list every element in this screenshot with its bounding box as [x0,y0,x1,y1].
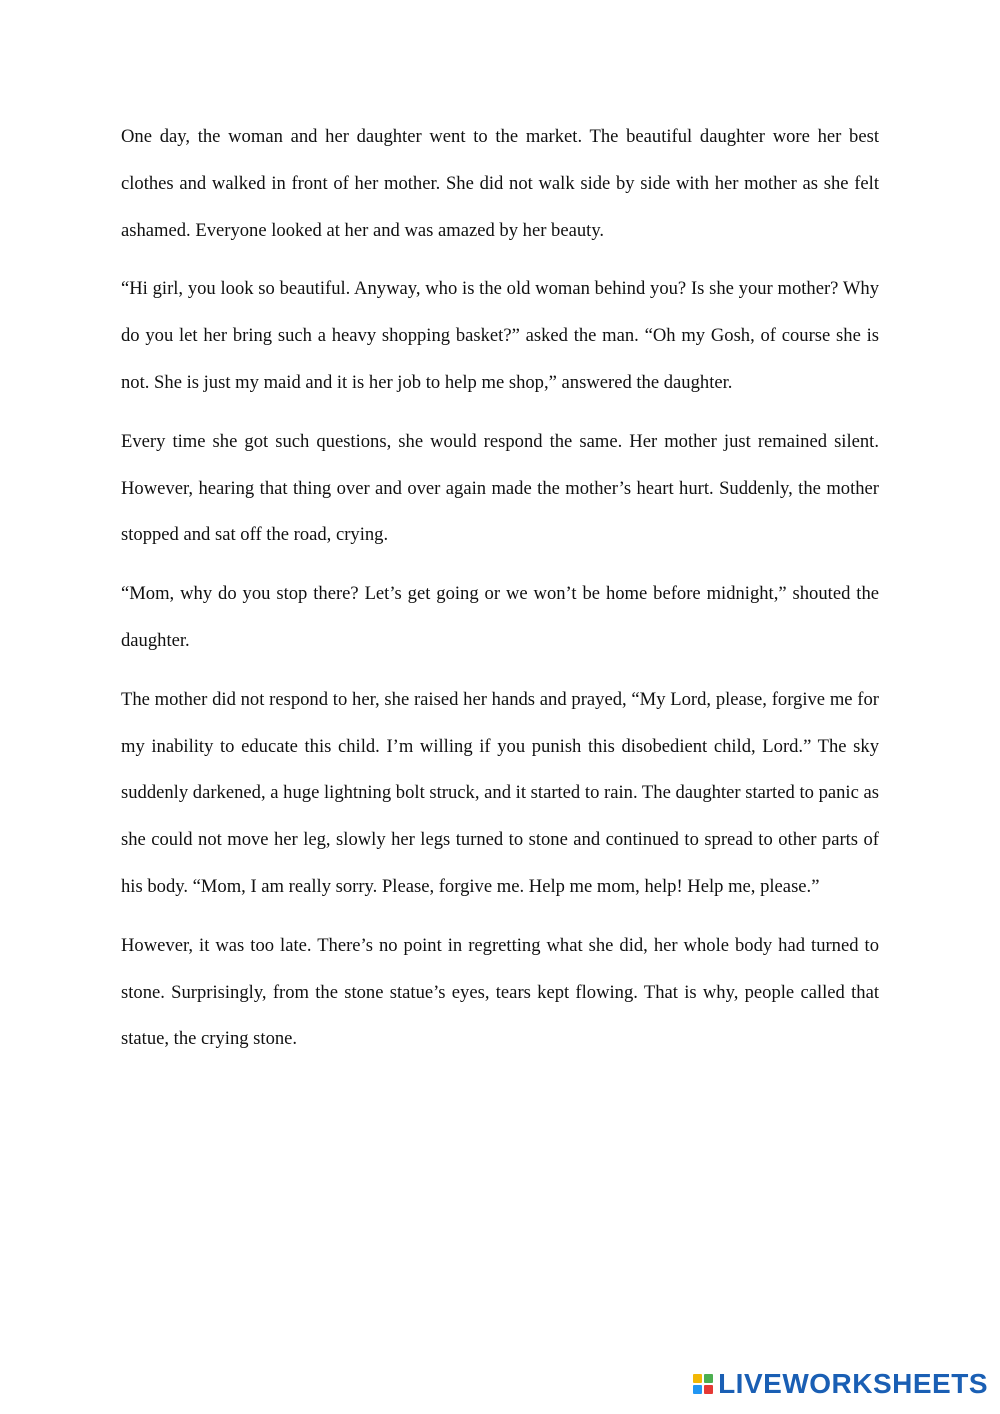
paragraph: “Hi girl, you look so beautiful. Anyway, who is the old woman behind you? Is she your mother? Why do you let her bring such a heavy shopping basket?” asked the man. “Oh my Gosh, of course she is not. She is just my maid and it is her job to help me shop,” answered the daughter. [121,278,879,393]
paragraph: Every time she got such questions, she would respond the same. Her mother just remained silent. However, hearing that thing over and over again made the mother’s heart hurt. Suddenly, the mother stopped and sat off the road, crying. [121,430,879,546]
document-body [121,114,879,1075]
paragraph: “Mom, why do you stop there? Let’s get going or we won’t be home before midnight,” shouted the daughter. [121,583,879,651]
paragraph: However, it was too late. There’s no point in regretting what she did, her whole body had turned to stone. Surprisingly, from the stone statue’s eyes, tears kept flowing. That is why, people called that statue, the crying stone. [121,934,879,1050]
paragraph: The mother did not respond to her, she raised her hands and prayed, “My Lord, please, forgive me for my inability to educate this child. I’m willing if you punish this disobedient child, Lord.” The sky suddenly darkened, a huge lightning bolt struck, and it started to rain. The daughter started to panic as she could not move her leg, slowly her legs turned to stone and continued to spread to other parts of his body. “Mom, I am really sorry. Please, forgive me. Help me mom, help! Help me, please.” [121,688,879,897]
logo-blocks-icon [693,1374,713,1394]
paragraph: One day, the woman and her daughter went to the market. The beautiful daughter wore her best clothes and walked in front of her mother. She did not walk side by side with her mother as she felt ashamed. Everyone looked at her and was amazed by her beauty. [121,126,879,241]
logo-text: LIVEWORKSHEETS [718,1368,988,1399]
liveworksheets-logo [693,1368,988,1400]
